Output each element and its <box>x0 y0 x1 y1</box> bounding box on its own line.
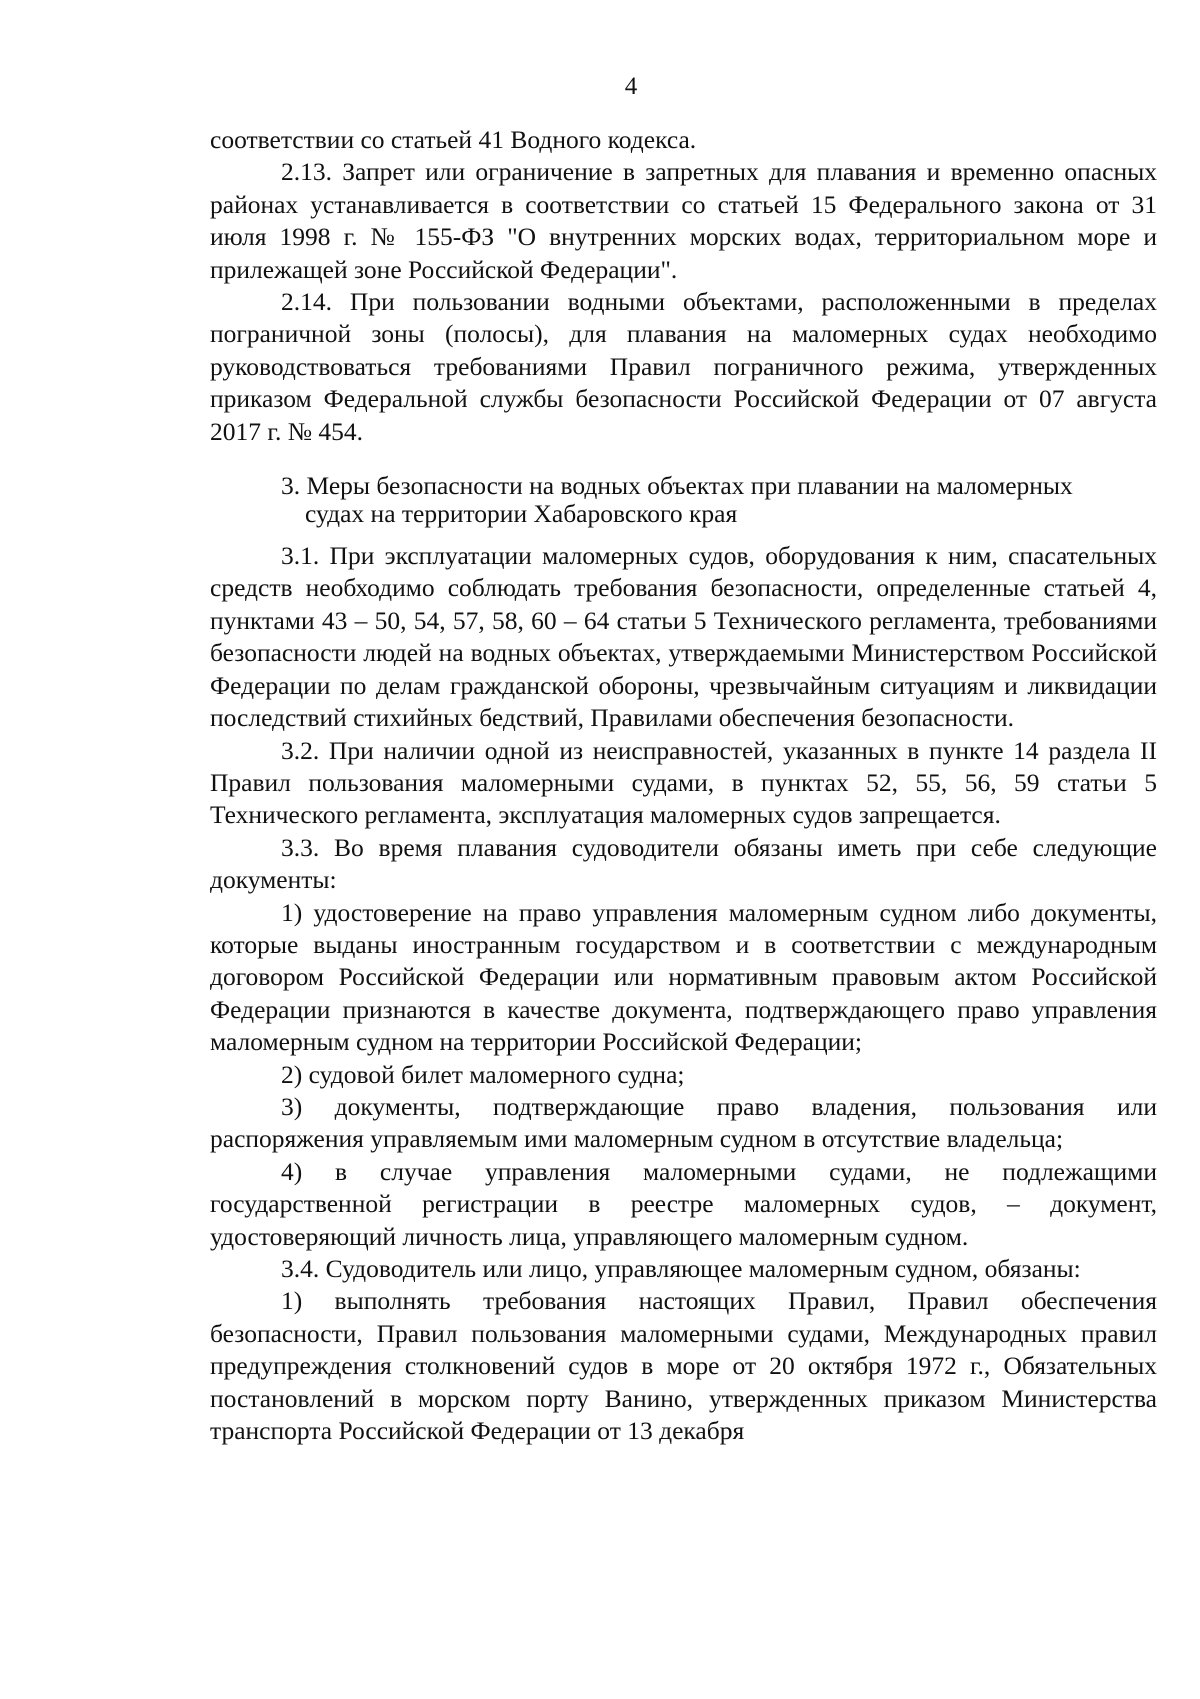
list-item-3-3-3: 3) документы, подтверждающие право владения, пользования или распоряжения управляемым ими маломерным судном в отсутствие владельца; <box>210 1091 1157 1154</box>
list-item-3-3-1: 1) удостоверение на право управления маломерным судном либо документы, которые выданы иностранным государством и в соответствии с международным договором Российской Федерации или нормативным правовым актом Российской Федерации признаются в качестве документа, подтверждающего право управления маломерным судном на территории Российской Федерации; <box>210 897 1157 1057</box>
page-number: 4 <box>624 73 638 100</box>
section-heading-line1: 3. Меры безопасности на водных объектах при плавании на маломерных <box>281 471 1073 501</box>
paragraph-3-1: 3.1. При эксплуатации маломерных судов, оборудования к ним, спасательных средств необходимо соблюдать требования безопасности, определенные статьей 4, пунктами 43 – 50, 54, 57, 58, 60 – 64 статьи 5 Технического регламента, требованиями безопасности людей на водных объектах, утверждаемыми Министерством Российской Федерации по делам гражданской обороны, чрезвычайным ситуациям и ликвидации последствий стихийных бедствий, Правилами обеспечения безопасности. <box>210 541 1157 733</box>
list-item-3-3-4: 4) в случае управления маломерными судами, не подлежащими государственной регистрации в реестре маломерных судов, – документ, удостоверяющий личность лица, управляющего маломерным судном. <box>210 1156 1157 1251</box>
paragraph-2-13: 2.13. Запрет или ограничение в запретных для плавания и временно опасных районах устанавливается в соответствии со статьей 15 Федерального закона от 31 июля 1998 г. № 155-ФЗ "О внутренних морских водах, территориальном море и прилежащей зоне Российской Федерации". <box>210 157 1157 284</box>
section-heading <box>210 472 1157 528</box>
paragraph-3-4: 3.4. Судоводитель или лицо, управляющее маломерным судном, обязаны: <box>281 1254 1081 1283</box>
paragraph-3-3: 3.3. Во время плавания судоводители обязаны иметь при себе следующие документы: <box>210 832 1157 895</box>
paragraph-continuation: соответствии со статьей 41 Водного кодекса. <box>210 125 697 154</box>
section-heading-line2: судах на территории Хабаровского края <box>305 499 738 529</box>
list-item-3-3-2: 2) судовой билет маломерного судна; <box>281 1059 685 1089</box>
document-body <box>210 124 1157 1447</box>
paragraph-3-2: 3.2. При наличии одной из неисправностей, указанных в пункте 14 раздела II Правил пользования маломерными судами, в пунктах 52, 55, 56, 59 статьи 5 Технического регламента, эксплуатация маломерных судов запрещается. <box>210 735 1157 830</box>
list-item-3-4-1: 1) выполнять требования настоящих Правил, Правил обеспечения безопасности, Правил пользования маломерными судами, Международных правил предупреждения столкновений судов в море от 20 октября 1972 г., Обязательных постановлений в морском порту Ванино, утвержденных приказом Министерства транспорта Российской Федерации от 13 декабря <box>210 1286 1157 1446</box>
paragraph-2-14: 2.14. При пользовании водными объектами, расположенными в пределах пограничной зоны (полосы), для плавания на маломерных судах необходимо руководствоваться требованиями Правил пограничного режима, утвержденных приказом Федеральной службы безопасности Российской Федерации от 07 августа 2017 г. № 454. <box>210 287 1157 446</box>
